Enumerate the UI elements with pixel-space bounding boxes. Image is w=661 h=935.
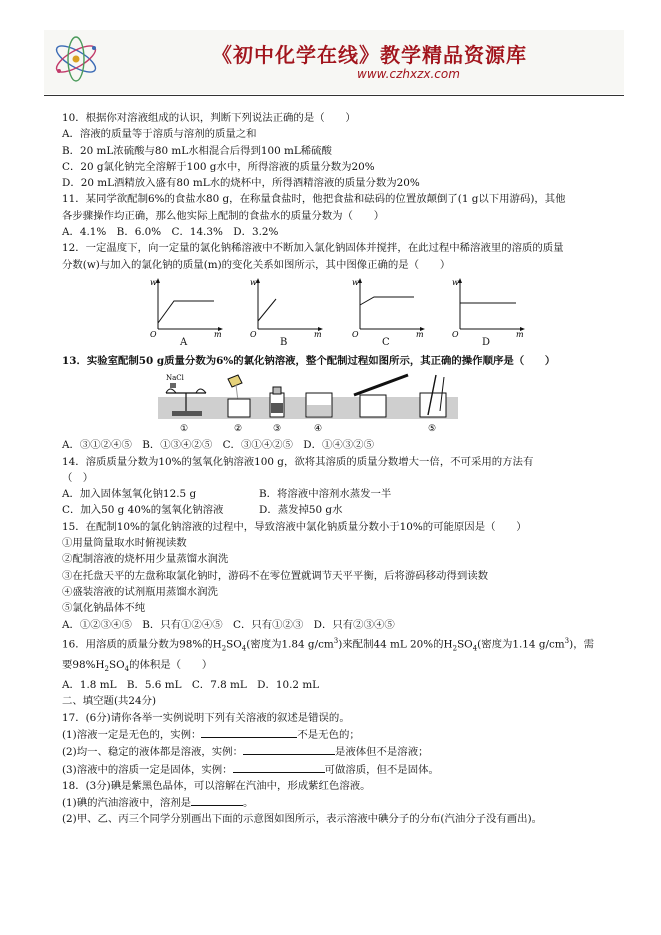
q10-stem: 10．根据你对溶液组成的认识，判断下列说法正确的是（ ） (62, 112, 356, 124)
document-body (62, 110, 630, 828)
q12-graph-d-xaxis: m (516, 329, 524, 337)
q12-graph-c (350, 275, 430, 337)
q13-step-4: ④ (314, 424, 323, 435)
q10-option-d: D．20 mL酒精放入盛有80 mL水的烧杯中，所得酒精溶液的质量分数为20% (62, 177, 420, 190)
q12-label-c: C (382, 336, 390, 348)
q12-stem-line1: 12．一定温度下，向一定量的氯化钠稀溶液中不断加入氯化钠固体并搅拌，在此过程中稀溶液里的溶质的质量 (62, 242, 564, 255)
q16-options: A．1.8 mL B．5.6 mL C．7.8 mL D．10.2 mL (62, 679, 320, 692)
q12-graph-c-xaxis: m (416, 329, 424, 337)
header-banner (44, 30, 624, 94)
q14-option-b: B．将溶液中溶剂水蒸发一半 (259, 488, 392, 501)
q17-blank-3[interactable] (233, 761, 325, 773)
q12-graph-a-yaxis: w (150, 277, 157, 287)
q12-label-a: A (180, 336, 188, 348)
q12-graph-b-yaxis: w (250, 277, 257, 287)
q12-graph-a-origin: O (150, 329, 157, 337)
q15-item-1: ①用量筒量取水时俯视读数 (62, 537, 187, 550)
q11-stem-line2: 各步骤操作均正确，那么他实际上配制的食盐水的质量分数为（ ） (62, 209, 385, 222)
q12-graph-d (450, 275, 530, 337)
q18-line1: (1)碘的汽油溶液中，溶剂是 。 (62, 794, 630, 811)
q15-item-2: ②配制溶液的烧杯用少量蒸馏水润洗 (62, 553, 229, 566)
q14-options-cd (62, 502, 630, 518)
q17-blank-2[interactable] (243, 743, 335, 755)
atom-logo-icon (50, 32, 102, 84)
q14-option-d: D．蒸发掉50 g水 (259, 504, 343, 517)
q12-graph-b (248, 275, 328, 337)
q16-stem-line1: 16．用溶质的质量分数为98%的$H_2SO_4$(密度为1.84 $g/cm^3$)来配制44 mL 20%的$H_2SO_4$(密度为1.14 $g/cm^3$)，需 (62, 636, 594, 653)
q11-stem-line1: 11．某同学欲配制6%的食盐水80 g，在称量食盐时，他把食盐和砝码的位置放颠倒了(1 g以下用游码)，其他 (62, 193, 566, 206)
q13-lab-figure (158, 371, 468, 435)
q14-stem-line2: （ ） (62, 471, 94, 484)
q11-options: A．4.1% B．6.0% C．14.3% D．3.2% (62, 226, 279, 239)
q12-stem-line2: 分数(w)与加入的氯化钠的质量(m)的变化关系如图所示，其中图像正确的是（ ） (62, 258, 451, 271)
q12-graphs (62, 275, 630, 337)
q13-step-3: ③ (273, 424, 282, 435)
q12-graph-d-origin: O (452, 329, 459, 337)
q17-stem: 17．(6分)请你各举一实例说明下列有关溶液的叙述是错误的。 (62, 711, 350, 724)
site-url[interactable]: www.czhxzx.com (357, 67, 460, 81)
q15-item-3: ③在托盘天平的左盘称取氯化钠时，游码不在零位置就调节天平平衡，后将游码移动得到读数 (62, 569, 489, 582)
q16-stem-line2: 要$98\%H_2SO_4$的体积是（ ） (62, 658, 213, 673)
q17-line1: (1)溶液一定是无色的，实例： 不是无色的； (62, 726, 630, 743)
q12-label-b: B (280, 336, 288, 348)
q12-graph-c-yaxis: w (352, 277, 359, 287)
q12-label-d: D (482, 336, 491, 348)
q13-step-5: ⑤ (428, 424, 437, 435)
q13-stem: 13．实验室配制50 g质量分数为6%的氯化钠溶液，整个配制过程如图所示，其正确的操作顺序是（ ） (62, 354, 556, 367)
q10-option-b: B．20 mL浓硫酸与80 mL水相混合后得到100 mL稀硫酸 (62, 144, 332, 157)
q17-line3: (3)溶液中的溶质一定是固体，实例： 可做溶质，但不是固体。 (62, 761, 630, 778)
q18-stem: 18．(3分)碘是紫黑色晶体，可以溶解在汽油中，形成紫红色溶液。 (62, 779, 371, 792)
site-title: 《初中化学在线》教学精品资源库 (212, 43, 527, 67)
q13-step-1: ① (180, 424, 189, 435)
q13-options: A．③①②④⑤ B．①③④②⑤ C．③①④②⑤ D．①④③②⑤ (62, 439, 374, 452)
q17-line2: (2)均一、稳定的液体都是溶液，实例： 是液体但不是溶液； (62, 743, 630, 760)
q14-options-ab (62, 486, 630, 502)
q15-item-5: ⑤氯化钠晶体不纯 (62, 602, 146, 615)
q14-option-c: C．加入50 g 40%的氢氧化钠溶液 (62, 504, 224, 517)
section2-title: 二、填空题(共24分) (62, 695, 157, 708)
q12-graph-labels (62, 336, 630, 353)
q13-apparatus (62, 371, 630, 435)
q12-graph-c-origin: O (352, 329, 359, 337)
q12-graph-a (148, 275, 228, 337)
q12-graph-a-xaxis: m (214, 329, 222, 337)
q14-option-a: A．加入固体氢氧化钠12.5 g (62, 488, 197, 501)
q15-stem: 15．在配制10%的氯化钠溶液的过程中，导致溶液中氯化钠质量分数小于10%的可能原因是（ ） (62, 520, 527, 533)
q13-step-2: ② (234, 424, 243, 435)
q12-graph-b-xaxis: m (314, 329, 322, 337)
q17-blank-1[interactable] (201, 726, 297, 738)
q18-blank-1[interactable] (191, 794, 243, 806)
q12-graph-b-origin: O (250, 329, 257, 337)
q15-item-4: ④盛装溶液的试剂瓶用蒸馏水润洗 (62, 585, 218, 598)
q10-option-a: A．溶液的质量等于溶质与溶剂的质量之和 (62, 128, 257, 141)
q13-nacl-label: NaCl (166, 374, 184, 383)
weight-icon (170, 383, 176, 388)
header-divider (44, 95, 624, 96)
q15-options: A．①②③④⑤ B．只有①②④⑤ C．只有①②③ D．只有②③④⑤ (62, 618, 395, 631)
q12-graph-d-yaxis: w (452, 277, 459, 287)
q14-stem-line1: 14．溶质质量分数为10%的氢氧化钠溶液100 g，欲将其溶质的质量分数增大一倍，不可采用的方法有 (62, 455, 534, 468)
q18-line2: (2)甲、乙、丙三个同学分别画出下面的示意图如图所示，表示溶液中碘分子的分布(汽油分子没有画出)。 (62, 813, 543, 826)
q10-option-c: C．20 g氯化钠完全溶解于100 g水中，所得溶液的质量分数为20% (62, 160, 375, 173)
